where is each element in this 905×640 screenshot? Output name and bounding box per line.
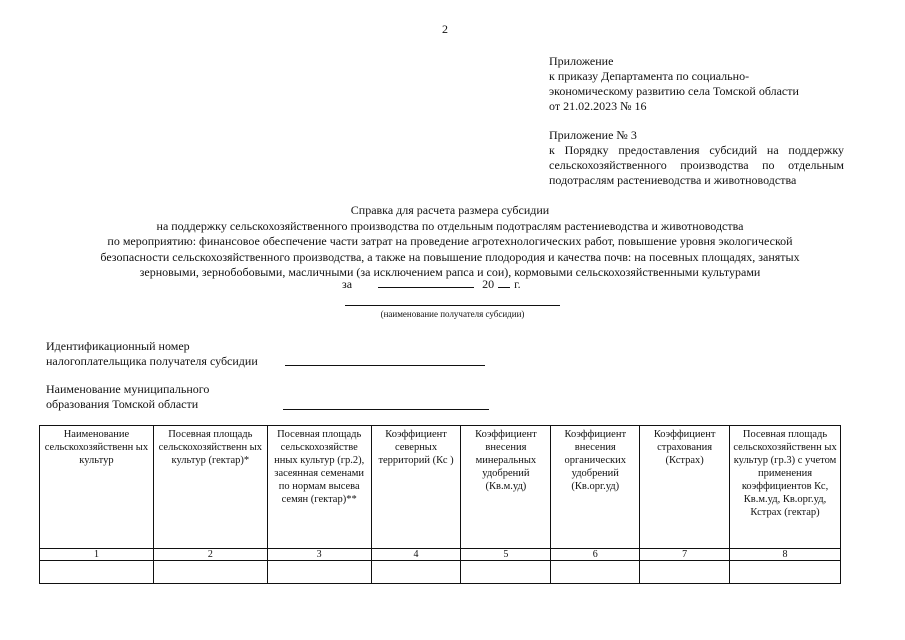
column-number: 8 <box>730 549 841 561</box>
column-number: 3 <box>267 549 371 561</box>
appendix-line: к приказу Департамента по социально- <box>549 69 750 83</box>
title-line: на поддержку сельскохозяйственного производства по отдельным подотраслям растениеводства и животноводства <box>156 218 744 233</box>
title-line: зерновыми, зернобобовыми, масличными (за исключением рапса и сои), кормовыми сельскохозяйственными культурами <box>139 265 761 279</box>
table-header-cell: Коэффициент страхования (Кстрах) <box>640 426 730 549</box>
appendix-line: Приложение <box>549 54 614 68</box>
table-number-row <box>40 549 841 561</box>
table-cell <box>371 561 461 584</box>
appendix3-block <box>549 128 844 188</box>
inn-label-line: Идентификационный номер <box>46 339 190 353</box>
table-cell <box>267 561 371 584</box>
period-line <box>342 277 521 292</box>
period-blank <box>378 277 474 288</box>
table-header-cell: Посевная площадь сельскохозяйственн ых культур (гектар)* <box>153 426 267 549</box>
title-line: безопасности сельскохозяйственного производства, а также на повышение плодородия и качества почв: на посевных площадях, занятых <box>100 249 800 264</box>
year-prefix: 20 <box>482 277 495 291</box>
column-number: 7 <box>640 549 730 561</box>
title-line: по мероприятию: финансовое обеспечение части затрат на проведение агротехнологических работ, повышение уровня экологической <box>107 234 793 248</box>
appendix3-line: сельскохозяйственного производства по отдельным <box>549 158 844 172</box>
municipal-label <box>46 382 209 412</box>
appendix-block <box>549 54 799 114</box>
table-cell <box>640 561 730 584</box>
table-cell <box>153 561 267 584</box>
municipal-label-line: Наименование муниципального <box>46 382 210 396</box>
appendix3-title: Приложение № 3 <box>549 128 637 142</box>
page-number: 2 <box>442 22 448 36</box>
table-cell <box>40 561 154 584</box>
table-header-cell: Наименование сельскохозяйственн ых культур <box>40 426 154 549</box>
inn-label-line: налогоплательщика получателя субсидии <box>46 354 258 368</box>
period-label: за <box>342 277 353 291</box>
municipal-label-line: образования Томской области <box>46 397 199 411</box>
column-number: 4 <box>371 549 461 561</box>
inn-blank-line <box>285 365 485 366</box>
table-header-cell: Коэффициент внесения органических удобрений (Кв.орг.уд) <box>551 426 640 549</box>
table-cell <box>730 561 841 584</box>
subsidy-table <box>39 425 841 584</box>
table-header-row <box>40 426 841 549</box>
table-empty-row <box>40 561 841 584</box>
recipient-line <box>345 305 560 306</box>
title-line: Справка для расчета размера субсидии <box>350 203 550 217</box>
column-number: 6 <box>551 549 640 561</box>
appendix-line: от 21.02.2023 № 16 <box>549 99 647 113</box>
table-header-cell: Коэффициент внесения минеральных удобрений (Кв.м.уд) <box>461 426 551 549</box>
table-header-cell: Посевная площадь сельскохозяйственн ых культур (гр.3) с учетом применения коэффициентов Кс, Кв.м.уд, Кв.орг.уд, Кстрах (гектар) <box>730 426 841 549</box>
table-header-cell: Посевная площадь сельскохозяйстве нных культур (гр.2), засеянная семенами по нормам высева семян (гектар)** <box>267 426 371 549</box>
document-title <box>40 203 860 281</box>
table-cell <box>461 561 551 584</box>
appendix3-line: к Порядку предоставления субсидий на поддержку <box>549 143 844 157</box>
table-header-cell: Коэффициент северных территорий (Кс ) <box>371 426 461 549</box>
municipal-blank-line <box>283 409 489 410</box>
column-number: 1 <box>40 549 154 561</box>
recipient-caption: (наименование получателя субсидии) <box>380 309 525 319</box>
appendix3-line: подотраслям растениеводства и животноводства <box>549 173 797 187</box>
inn-label <box>46 339 258 369</box>
year-blank <box>498 277 510 288</box>
appendix-line: экономическому развитию села Томской области <box>549 84 799 98</box>
table-cell <box>551 561 640 584</box>
year-suffix: г. <box>514 277 521 291</box>
column-number: 5 <box>461 549 551 561</box>
column-number: 2 <box>153 549 267 561</box>
